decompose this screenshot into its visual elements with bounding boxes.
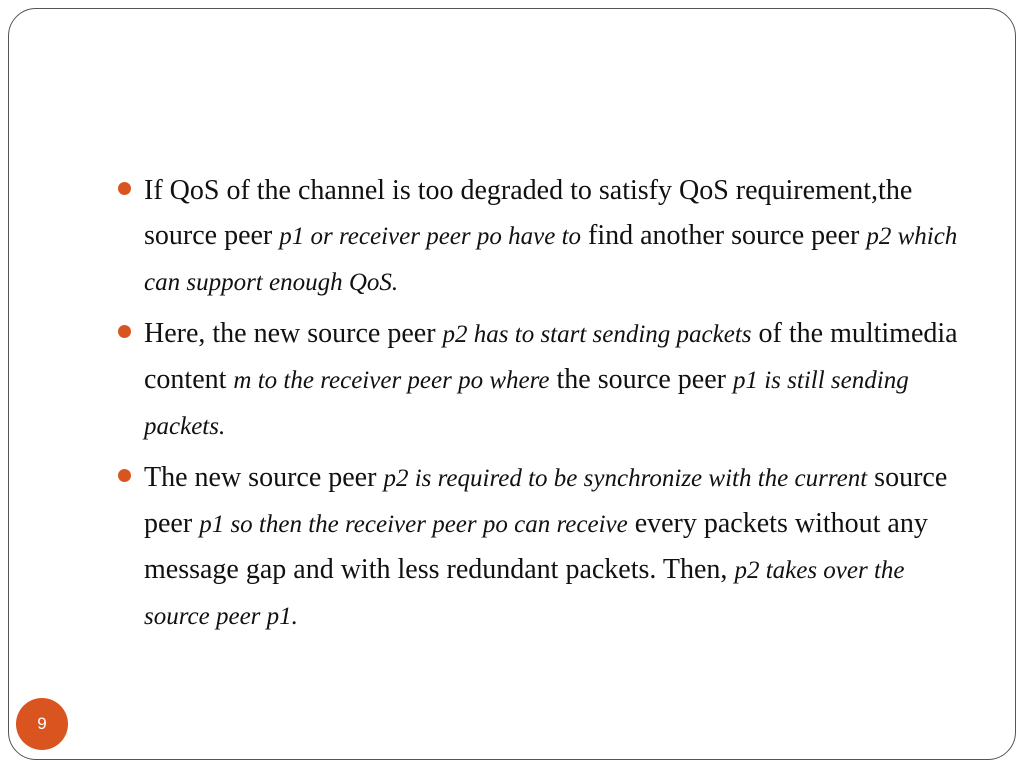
bullet-text: The new source peer p2 is required to be synchronize with the current source peer p1 so then the receiver peer po can receive every packets without any message gap and with less redundant packets. Then, p2 takes over the source peer p1. xyxy=(144,462,948,630)
bullet-item xyxy=(112,168,962,305)
bullet-item xyxy=(112,455,962,639)
bullet-dot-icon xyxy=(118,182,131,195)
page-number-badge xyxy=(16,698,68,750)
bullet-dot-icon xyxy=(118,325,131,338)
bullet-item xyxy=(112,311,962,449)
bullet-list xyxy=(112,168,962,645)
bullet-text: If QoS of the channel is too degraded to satisfy QoS requirement,the source peer p1 or receiver peer po have to find another source peer p2 which can support enough QoS. xyxy=(144,175,958,296)
bullet-dot-icon xyxy=(118,469,131,482)
bullet-text: Here, the new source peer p2 has to start sending packets of the multimedia content m to the receiver peer po where the source peer p1 is still sending packets. xyxy=(144,318,958,440)
page-number: 9 xyxy=(37,714,47,733)
